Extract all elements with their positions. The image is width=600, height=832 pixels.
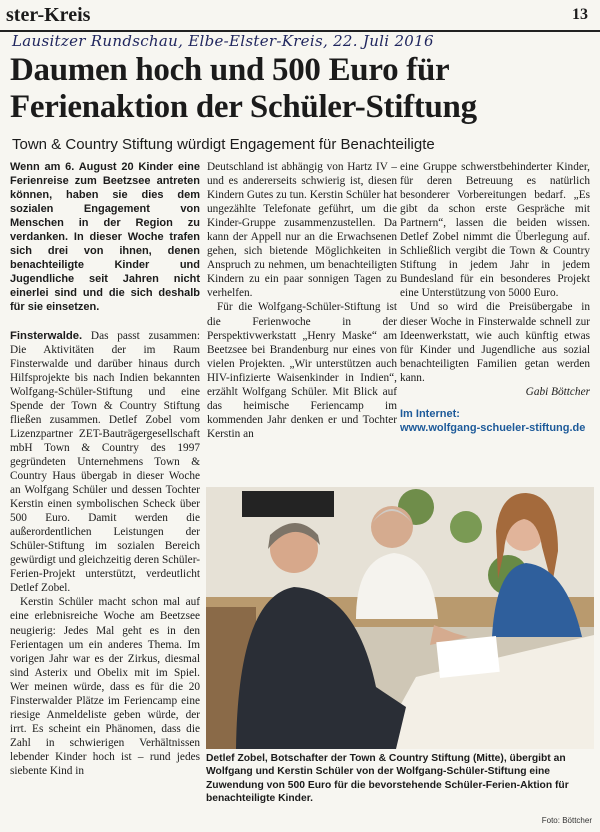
internet-box	[400, 407, 590, 435]
photo-caption: Detlef Zobel, Botschafter der Town & Country Stiftung (Mitte), übergibt an Wolfgang und Kerstin Schüler von der Wolfgang-Schüler-Stiftung eine Zuwendung von 500 Euro für die bevorstehende Schüler-Ferien-Aktion für benachteiligte Kinder.	[206, 753, 569, 804]
headline-line-1: Daumen hoch und 500 Euro für	[10, 52, 450, 88]
page-number: 13	[572, 6, 588, 23]
article-subhead: Town & Country Stiftung würdigt Engagement für Benachteiligte	[12, 136, 435, 153]
body-paragraph: eine Gruppe schwerstbehinderter Kinder, für deren Betreuung es natürlich besonderer Vorbereitungen bedarf. „Es gibt da schon erste Gespräche mit Partnern“, lassen die beiden wissen. Detlef Zobel nimmt die Überlegung auf. Schließlich vergibt die Town & Country Stiftung in jedem Jahr in jedem Bundesland für ein besonderes Projekt eine Unterstützung von 5000 Euro.	[400, 161, 590, 300]
article-photo	[206, 487, 594, 749]
headline-line-2: Ferienaktion der Schüler-Stiftung	[10, 89, 477, 125]
column-3	[400, 160, 590, 482]
article-lead: Wenn am 6. August 20 Kinder eine Ferienreise zum Beetzsee antreten können, haben sie dies dem sozialen Engagement von Menschen in der Region zu verdanken. In dieser Woche trafen sich drei von ihnen, denen benachteiligte Kinder und Jugendliche seit Jahren nicht einerlei sind und die sich deshalb für sie einsetzen.	[10, 161, 200, 314]
photo-illustration	[206, 487, 594, 749]
body-paragraph: Für die Wolfgang-Schüler-Stiftung ist die Ferienwoche in der Perspektivwerkstatt „Henry Maske“ am Beetzsee bei Brandenburg nur eines von vielen Projekten. „Wir unterstützen auch HIV-infizierte Waisenkinder in Indien“, erzählt Wolfgang Schüler. Mit Blick auf das heimische Feriencamp im kommenden Jahr denken er und Tochter Kerstin an	[207, 301, 397, 440]
column-2	[207, 160, 397, 482]
internet-link[interactable]: www.wolfgang-schueler-stiftung.de	[400, 421, 586, 434]
body-paragraph: Und so wird die Preisübergabe in dieser Woche in Finsterwalde schnell zur Ideenwerkstatt, wie auch künftig etwas für Kinder und Jugendliche aus sozial benachteiligten Familien getan werden kann.	[400, 301, 590, 384]
author-signature: Gabi Böttcher	[525, 385, 590, 398]
body-paragraph: Deutschland ist abhängig von Hartz IV – und es andererseits schwierig ist, diesen Kindern Gutes zu tun. Kerstin Schüler hat ungezählte Telefonate geführt, um die Kinder-Gruppe zusammenzustellen. Da kann der Appell nur an die Erwachsenen gehen, sich bietende Möglichkeiten in Anspruch zu nehmen, um benachteiligten Kindern zu ein paar sonnigen Tagen zu verhelfen.	[207, 161, 397, 300]
column-1	[10, 160, 200, 820]
body-paragraph: Kerstin Schüler macht schon mal auf eine erlebnisreiche Woche am Beetzsee neugierig: Jedes Mal geht es in den Ferientagen um ein anderes Thema. Im vorigen Jahr war es der Zirkus, diesmal sind Asterix und Obelix mit im Spiel. Wer meinen würde, dass es für die 20 Finsterwalder Plätze im Feriencamp eine riesige Anmeldeliste geben würde, der irrt. Es scheint ein Phänomen, dass die Zahl in schwierigen Verhältnissen lebender Kinder hoch ist – rund jedes siebente Kind in	[10, 596, 200, 777]
section-title: ster-Kreis	[6, 4, 91, 26]
body-paragraph: Finsterwalde. Das passt zusammen: Die Aktivitäten der im Raum Finsterwalde und darüber hinaus durch Hilfsprojekte bis nach Indien bekannten Wolfgang-Schüler-Stiftung und eine Spende der Town & Country Stiftung fließen zusammen. Detlef Zobel vom Lizenzpartner ZET-Bauträgergesellschaft mbH Town & Country des 1997 gegründeten Unternehmens Town & Country Haus übergab in dieser Woche an Wolfgang Schüler und dessen Tochter Kerstin einen symbolischen Scheck über 500 Euro. Damit werden die außerordentlichen Leistungen der Schüler-Stiftung im sozialen Bereich gewürdigt und gleichzeitig deren Schüler-Ferien-Projekt unterstützt, verdeutlicht Detlef Zobel.	[10, 329, 200, 595]
article-headline	[10, 52, 570, 126]
internet-label: Im Internet:	[400, 407, 460, 420]
photo-credit: Foto: Böttcher	[541, 816, 592, 825]
handwritten-source-note: Lausitzer Rundschau, Elbe-Elster-Kreis, 22. Juli 2016	[12, 32, 434, 50]
dateline: Finsterwalde.	[10, 329, 83, 342]
